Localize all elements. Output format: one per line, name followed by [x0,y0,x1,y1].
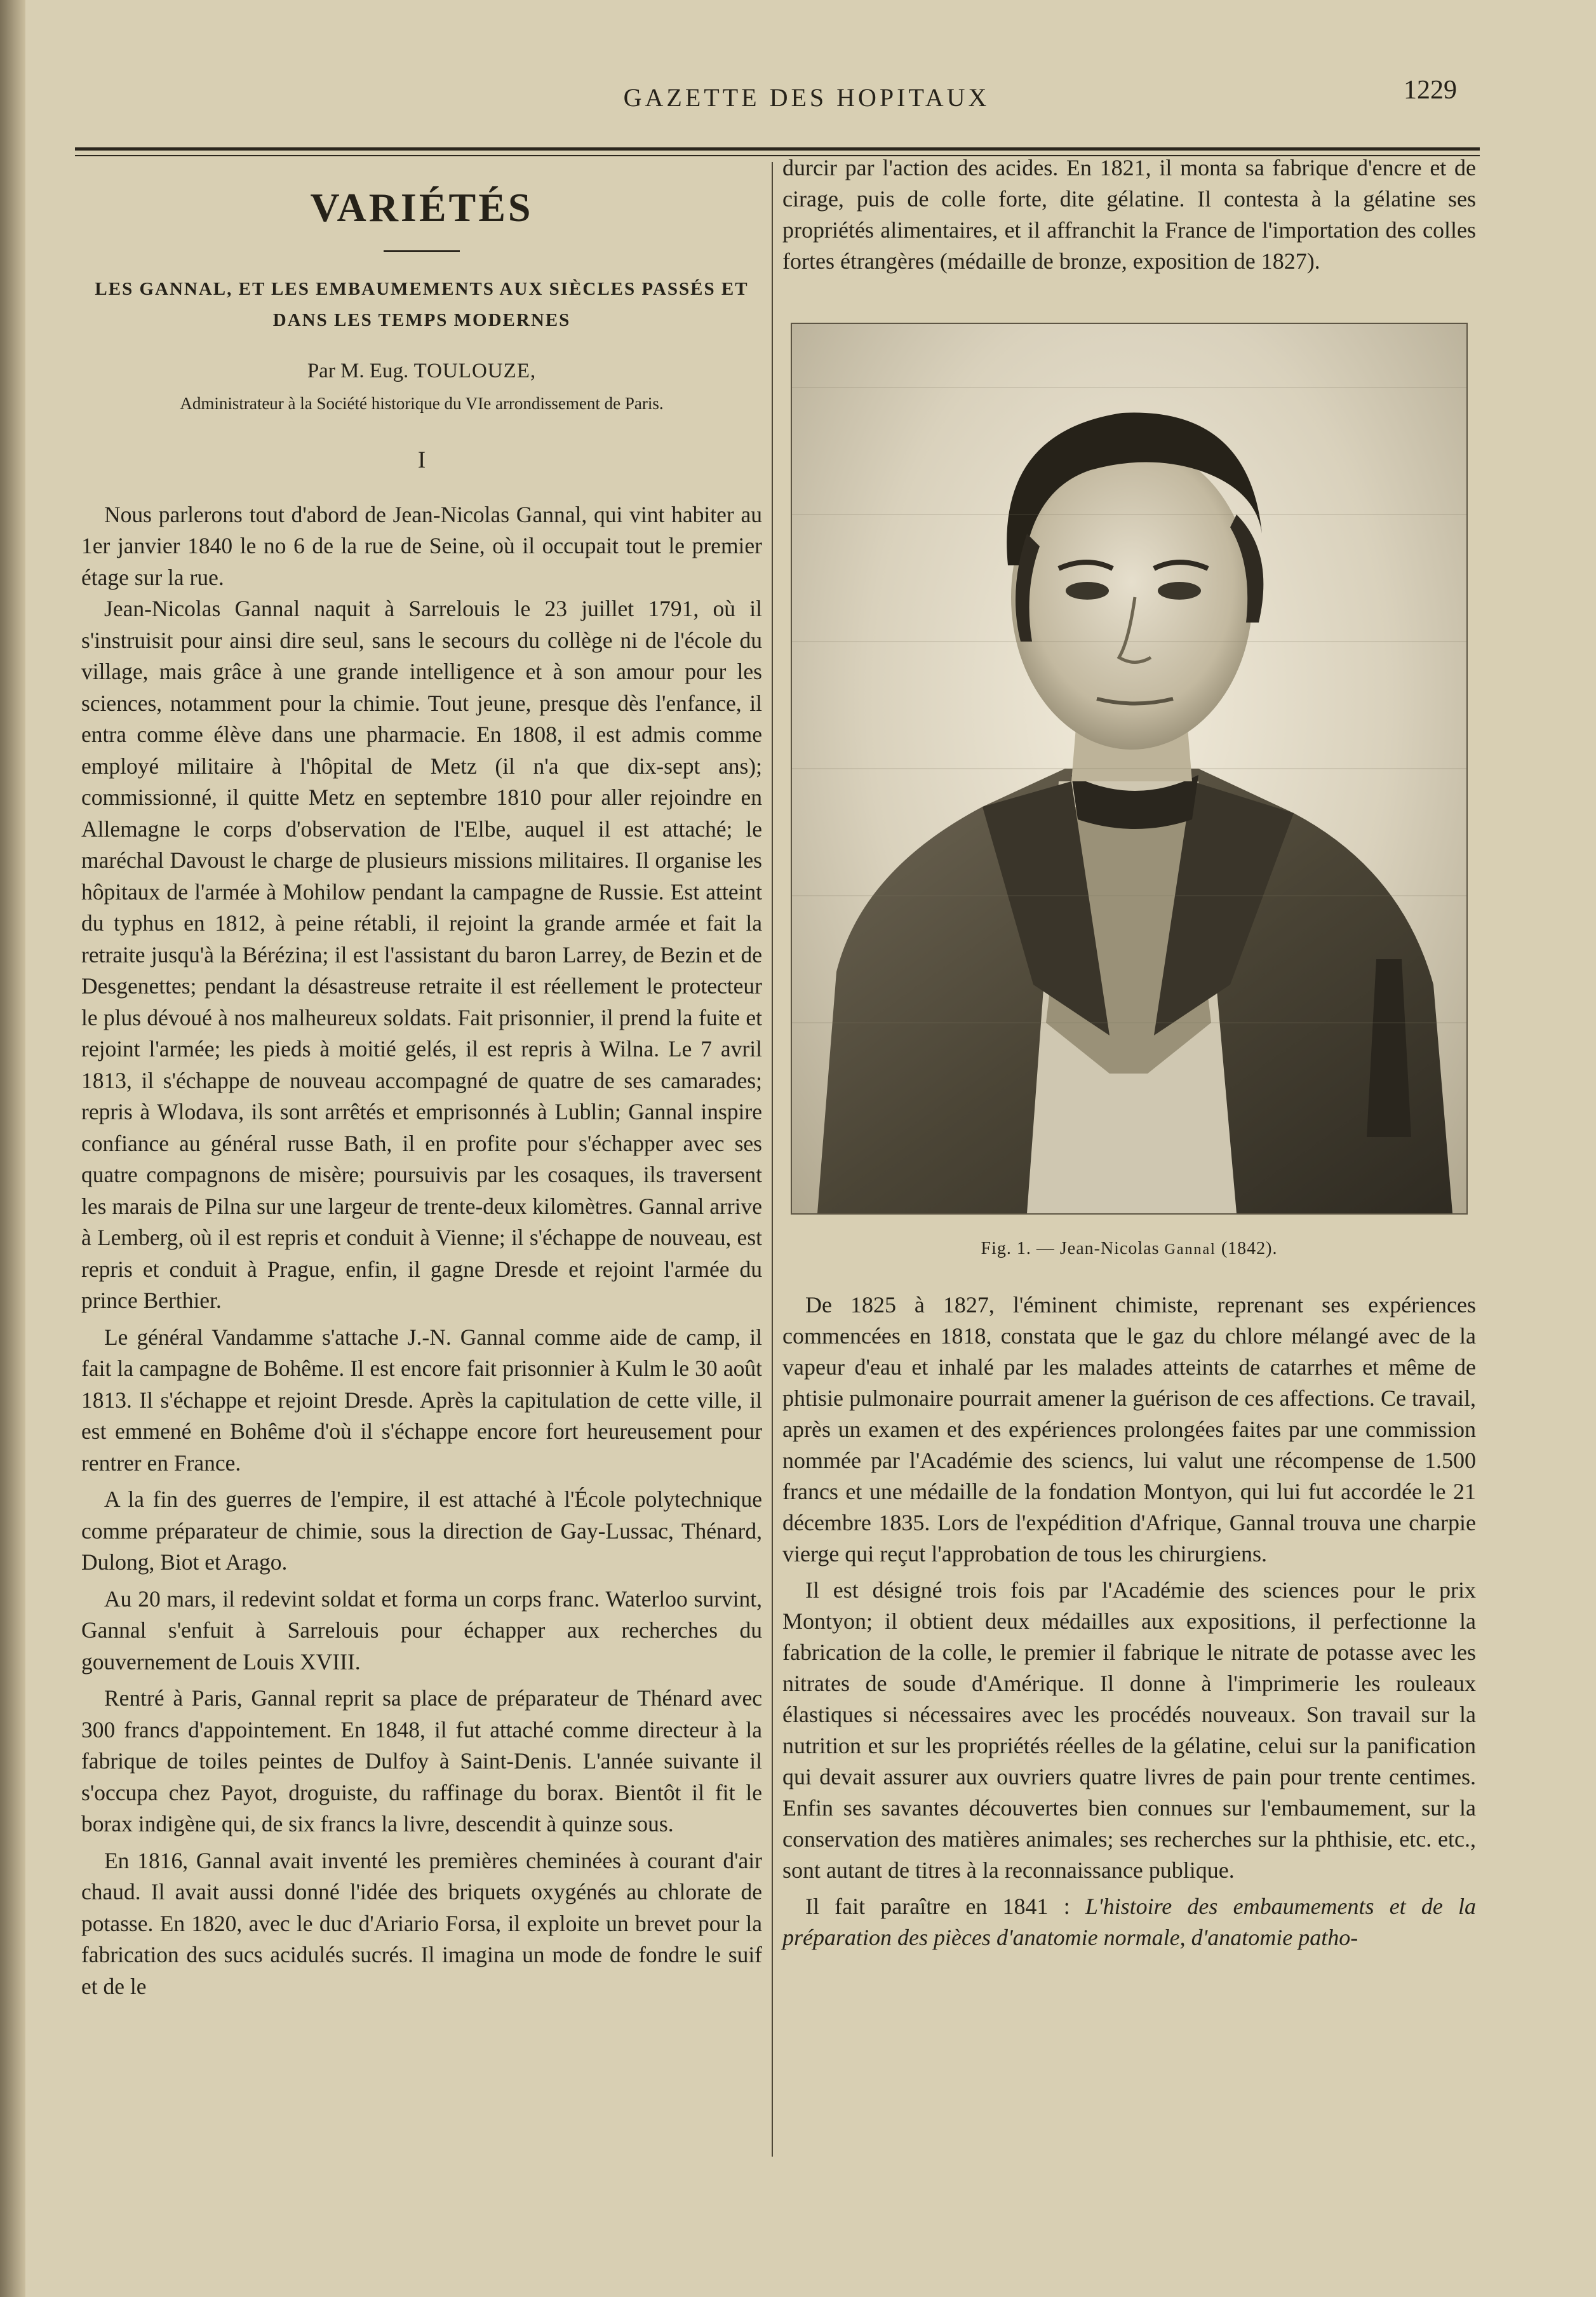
author-prefix: Par M. Eug. [307,360,409,383]
column-divider [772,162,773,2157]
book-title-italic: L'histoire des embaumements et de la préparation des pièces d'anatomie normale, d'anatomie patho- [782,1894,1476,1950]
caption-name: Gannal [1164,1241,1216,1258]
running-header: GAZETTE DES HOPITAUX [623,83,990,112]
paragraph: A la fin des guerres de l'empire, il est attaché à l'École polytechnique comme préparateur de chimie, sous la direction de Gay-Lussac, Thénard, Dulong, Biot et Arago. [81,1486,762,1575]
last-paragraph-start: Il fait paraître en 1841 : [805,1894,1070,1919]
caption-suffix: (1842). [1221,1239,1278,1258]
section-title: VARIÉTÉS [310,185,533,230]
paragraph: Il est désigné trois fois par l'Académie des sciences pour le prix Montyon; il obtient deux médailles aux expositions, il perfectionne la fabrication de la colle, le premier il fabrique le nitrate de potasse avec les nitrates de soude d'Amérique. Il donne à l'imprimerie les rouleaux élastiques si nécessaires avec les procédés nouveaux. Son travail sur la nutrition et sur les propriétés réelles de la gélatine, celui sur la panification qui devait assurer aux ouvriers quatre livres de pain pour trente centimes. Enfin ses savantes découvertes bien connues sur l'embaumement, sur la conservation des matières animales; ses recherches sur la phthisie, etc. etc., sont autant de titres à la reconnaissance publique. [782,1577,1476,1883]
article-title: LES GANNAL, ET LES EMBAUMEMENTS AUX SIÈCLES PASSÉS ET DANS LES TEMPS MODERNES [95,279,749,330]
portrait-illustration [792,324,1466,1213]
right-column [782,152,1476,1953]
left-column [81,184,762,2002]
author-line [81,358,762,384]
title-separator [384,250,460,252]
paragraph: Le général Vandamme s'attache J.-N. Gannal comme aide de camp, il fait la campagne de Bohême. Il est encore fait prisonnier à Kulm le 30 août 1813. Il s'échappe et rejoint Dresde. Après la capitulation de cette ville, il est emmené en Bohême d'où il s'échappe encore fort heureusement pour rentrer en France. [81,1324,762,1476]
paragraph: En 1816, Gannal avait inventé les premières cheminées à courant d'air chaud. Il avait aussi donné l'idée des briquets oxygénés au chlorate de potasse. En 1820, avec le duc d'Ariario Forsa, il exploite un brevet pour la fabrication des sucs acidulés sucrés. Il imagina un mode de fondre le suif et de le [81,1847,762,1999]
left-body-text [81,499,762,2003]
figure-caption [782,1239,1476,1259]
right-top-text [782,152,1476,277]
author-affiliation: Administrateur à la Société historique du VIe arrondissement de Paris. [180,393,664,413]
paragraph: durcir par l'action des acides. En 1821, il monta sa fabrique d'encre et de cirage, puis de colle forte, dite gélatine. Il contesta à la gélatine ses propriétés alimentaires, et il affranchit la France de l'importation des colles fortes étrangères (médaille de bronze, exposition de 1827). [782,155,1476,274]
paragraph: Rentré à Paris, Gannal reprit sa place de préparateur de Thénard avec 300 francs d'appointement. En 1848, il fut attaché comme directeur à la fabrique de toiles peintes de Dulfoy à Saint-Denis. L'année suivante il s'occupa chez Payot, droguiste, du raffinage du borax. Bientôt il fit le borax indigène qui, de six francs la livre, descendit à quinze sous. [81,1685,762,1837]
paragraph: Jean-Nicolas Gannal naquit à Sarrelouis le 23 juillet 1791, où il s'instruisit pour ainsi dire seul, sans le secours du collège ni de l'école du village, mais grâce à une grande intelligence et à son amour pour les sciences, notamment pour la chimie. Tout jeune, presque dès l'enfance, il entra comme élève dans une pharmacie. En 1808, il est admis comme employé militaire à l'hôpital de Metz (il n'a que dix-sept ans); commissionné, il quitte Metz en septembre 1810 pour aller rejoindre en Allemagne le corps d'observation de l'Elbe, auquel il est attaché; le maréchal Davoust le charge de plusieurs missions militaires. Il organise les hôpitaux de l'armée à Mohilow pendant la campagne de Russie. Est atteint du typhus en 1812, à peine rétabli, il rejoint la grande armée et fait la retraite jusqu'à la Bérézina; il est l'assistant du baron Larrey, de Bezin et de Desgenettes; pendant la désastreuse retraite il est réellement le protecteur le plus dévoué à nos malheureux soldats. Fait prisonnier, il prend la fuite et rejoint l'armée; les pieds à moitié gelés, il est repris à Wilna. Le 7 avril 1813, il s'échappe de nouveau accompagné de quatre de ses camarades; repris à Wlodava, ils sont arrêtés et emprisonnés à Lublin; Gannal inspire confiance au général russe Bath, il en profite pour s'échapper avec ses quatre compagnons de misère; poursuivis par les cosaques, ils traversent les marais de Pilna sur une largeur de trente-deux kilomètres. Gannal arrive à Lemberg, où il est repris et conduit à Vienne; il s'échappe de nouveau, est repris et conduit à Prague, enfin, il gagne Dresde et rejoint l'armée du prince Berthier. [81,596,762,1314]
page-binding-edge [0,0,25,2297]
caption-prefix: Fig. 1. — Jean-Nicolas [981,1239,1160,1258]
header-rule-thick [75,147,1480,151]
author-name: TOULOUZE, [413,360,537,383]
paragraph: Au 20 mars, il redevint soldat et forma un corps franc. Waterloo survint, Gannal s'enfuit à Sarrelouis pour échapper aux recherches du gouvernement de Louis XVIII. [81,1586,762,1674]
part-number: I [417,447,426,473]
paragraph: Nous parlerons tout d'abord de Jean-Nicolas Gannal, qui vint habiter au 1er janvier 1840 le no 6 de la rue de Seine, où il occupait tout le premier étage sur la rue. [81,501,762,590]
right-body-text [782,1290,1476,1953]
paragraph [782,1891,1476,1953]
paragraph: De 1825 à 1827, l'éminent chimiste, reprenant ses expériences commencées en 1818, constata que le gaz du chlore mélangé avec de la vapeur d'eau et inhalé par les malades atteints de catarrhes et même de phtisie pulmonaire pourrait amener la guérison de ces affections. Ce travail, après un examen et des expériences prolongées faites par une commission nommée par l'Académie des sciencs, lui valut une récompense de 1.500 francs et une médaille de la fondation Montyon, qui lui fut accordée le 21 décembre 1835. Lors de l'expédition d'Afrique, Gannal trouva une charpie vierge qui reçut l'approbation de tous les chirurgiens. [782,1292,1476,1566]
portrait-image [791,323,1468,1215]
page-number: 1229 [1404,76,1457,105]
